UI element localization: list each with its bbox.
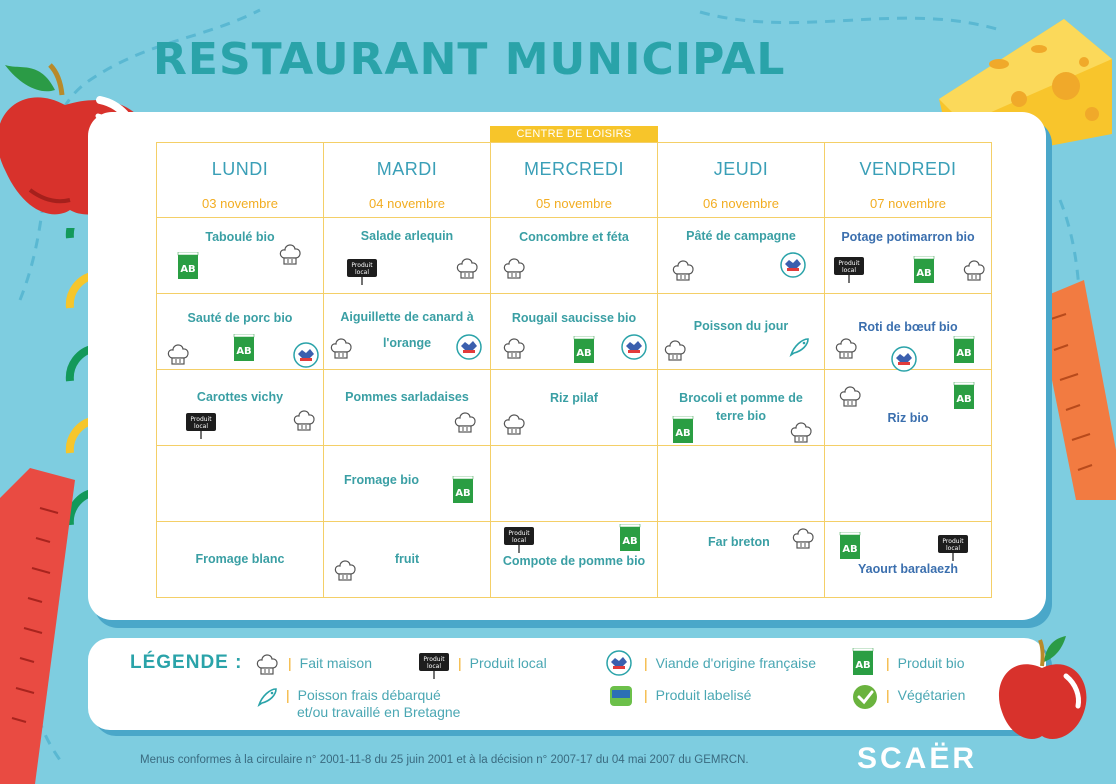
svg-text:AB: AB [956, 394, 972, 405]
day-header-mercredi [491, 143, 658, 218]
dish-label: Fromage bio [344, 473, 420, 487]
ruler-right-icon [1036, 280, 1116, 500]
label-product-icon [608, 684, 634, 713]
legend-label: Fait maison [299, 655, 372, 671]
menu-cell [658, 446, 825, 522]
menu-cell [157, 218, 324, 294]
menu-cell [324, 522, 491, 598]
dish-label: Yaourt baralaezh [857, 562, 959, 576]
legend-fait-maison [288, 655, 372, 672]
organic-ab-icon [452, 476, 474, 509]
french-meat-icon [293, 342, 319, 373]
legend-title: LÉGENDE : [130, 652, 243, 673]
dish-label: Roti de bœuf bio [858, 320, 958, 334]
local-product-icon [937, 534, 969, 567]
svg-text:Produit: Produit [351, 262, 373, 269]
chef-hat-icon [672, 258, 694, 289]
centre-de-loisirs-banner: CENTRE DE LOISIRS [490, 126, 658, 142]
svg-text:Produit: Produit [942, 538, 964, 545]
menu-cell [324, 218, 491, 294]
chef-hat-icon [256, 652, 278, 683]
apple-small-icon [996, 632, 1090, 744]
chef-hat-icon [835, 336, 857, 367]
day-name: MERCREDI [523, 159, 624, 179]
day-name: JEUDI [713, 159, 769, 179]
menu-cell [157, 294, 324, 370]
svg-text:local: local [355, 269, 369, 276]
menu-cell [157, 370, 324, 446]
legend-label: Produit local [469, 655, 547, 671]
chef-hat-icon [167, 342, 189, 373]
french-meat-icon [621, 334, 647, 365]
menu-cell [324, 294, 491, 370]
svg-text:local: local [512, 537, 526, 544]
table-row [157, 294, 992, 370]
french-meat-icon [456, 334, 482, 365]
dish-label: Aiguillette de canard à [340, 310, 474, 324]
menu-cell [491, 446, 658, 522]
menu-cell [491, 218, 658, 294]
legend-separator: | [286, 687, 290, 703]
svg-text:AB: AB [916, 268, 932, 279]
dish-label: Rougail saucisse bio [511, 311, 637, 325]
legend-label: Végétarien [897, 687, 966, 703]
table-row [157, 522, 992, 598]
dish-label: Sauté de porc bio [187, 311, 293, 325]
table-row [157, 446, 992, 522]
dish-label: Riz bio [887, 411, 929, 425]
dish-label: Concombre et féta [519, 230, 629, 244]
ruler-left-icon [0, 458, 80, 784]
menu-cell [825, 522, 992, 598]
chef-hat-icon [330, 336, 352, 367]
svg-text:Produit: Produit [508, 530, 530, 537]
chef-hat-icon [503, 412, 525, 443]
vegetarian-icon [852, 684, 878, 715]
chef-hat-icon [503, 256, 525, 287]
menu-cell [825, 218, 992, 294]
legend-labelise [644, 687, 751, 704]
svg-text:Produit: Produit [423, 656, 445, 663]
svg-text:Produit: Produit [190, 416, 212, 423]
chef-hat-icon [839, 384, 861, 415]
day-header-lundi [157, 143, 324, 218]
dish-label: fruit [394, 552, 420, 566]
chef-hat-icon [664, 338, 686, 369]
menu-cell [324, 370, 491, 446]
page-title: RESTAURANT MUNICIPAL [153, 34, 786, 85]
legend-poisson [286, 687, 460, 721]
dish-label: Riz pilaf [550, 391, 598, 405]
organic-ab-icon [233, 334, 255, 367]
local-product-icon [503, 526, 535, 559]
legend-produit-bio [886, 655, 965, 672]
menu-cell [157, 446, 324, 522]
chef-hat-icon [963, 258, 985, 289]
day-name: VENDREDI [859, 159, 957, 179]
menu-cell [658, 218, 825, 294]
local-product-icon [346, 258, 378, 291]
table-row [157, 370, 992, 446]
dish-label: Brocoli et pomme de [679, 391, 803, 405]
svg-text:AB: AB [675, 428, 691, 439]
svg-text:AB: AB [622, 536, 638, 547]
menu-cell [825, 294, 992, 370]
chef-hat-icon [334, 558, 356, 589]
day-date: 07 novembre [870, 196, 946, 211]
fresh-fish-icon [256, 686, 280, 713]
dish-label: Taboulé bio [205, 230, 275, 244]
dish-label: terre bio [715, 409, 766, 423]
day-header-jeudi [658, 143, 825, 218]
menu-table [156, 142, 992, 598]
local-product-icon [418, 652, 450, 685]
menu-cell [658, 294, 825, 370]
svg-text:AB: AB [576, 348, 592, 359]
chef-hat-icon [456, 256, 478, 287]
day-date: 06 novembre [703, 196, 779, 211]
svg-text:local: local [427, 663, 441, 670]
legend-separator: | [886, 655, 890, 671]
local-product-icon [833, 256, 865, 289]
day-date: 03 novembre [202, 196, 278, 211]
menu-cell [491, 294, 658, 370]
organic-ab-icon [953, 336, 975, 369]
organic-ab-icon [913, 256, 935, 289]
svg-text:local: local [946, 545, 960, 552]
chef-hat-icon [454, 410, 476, 441]
french-meat-icon [780, 252, 806, 283]
legend-vegetarien [886, 687, 965, 704]
legend-produit-local [458, 655, 547, 672]
menu-cell [491, 370, 658, 446]
menu-cell [491, 522, 658, 598]
legend-label: Produit labelisé [655, 687, 752, 703]
svg-text:AB: AB [855, 660, 871, 671]
menu-cell [825, 446, 992, 522]
menu-cell [157, 522, 324, 598]
menu-cell [658, 522, 825, 598]
day-date: 04 novembre [369, 196, 445, 211]
organic-ab-icon [672, 416, 694, 449]
legend-label: et/ou travaillé en Bretagne [297, 704, 461, 720]
menu-cell [658, 370, 825, 446]
menu-cell [825, 370, 992, 446]
dish-label: Poisson du jour [693, 319, 789, 333]
organic-ab-icon [177, 252, 199, 285]
legend-separator: | [458, 655, 462, 671]
legend-separator: | [644, 655, 648, 671]
header-row [157, 143, 992, 218]
organic-ab-icon [619, 524, 641, 557]
dish-label: Far breton [708, 535, 770, 549]
chef-hat-icon [279, 242, 301, 273]
day-header-vendredi [825, 143, 992, 218]
svg-text:AB: AB [842, 544, 858, 555]
dish-label: l'orange [382, 336, 432, 350]
legend-separator: | [644, 687, 648, 703]
dish-label: Pommes sarladaises [345, 390, 469, 404]
organic-ab-icon [573, 336, 595, 369]
svg-text:local: local [842, 267, 856, 274]
svg-text:Produit: Produit [838, 260, 860, 267]
chef-hat-icon [792, 526, 814, 557]
svg-text:AB: AB [180, 264, 196, 275]
day-name: MARDI [376, 159, 438, 179]
organic-ab-icon [953, 382, 975, 415]
footer-note: Menus conformes à la circulaire n° 2001-11-8 du 25 juin 2001 et à la décision n° 2007-17 du 04 mai 2007 du GEMRCN. [140, 754, 749, 766]
local-product-icon [185, 412, 217, 445]
table-row [157, 218, 992, 294]
dish-label: Fromage blanc [195, 552, 285, 566]
legend-separator: | [886, 687, 890, 703]
svg-text:AB: AB [455, 488, 471, 499]
dish-label: Compote de pomme bio [502, 554, 646, 568]
menu-cell [324, 446, 491, 522]
dish-label: Potage potimarron bio [841, 230, 975, 244]
legend-label: Poisson frais débarqué [297, 687, 441, 703]
dish-label: Carottes vichy [196, 390, 284, 404]
organic-ab-icon [852, 648, 874, 681]
day-name: LUNDI [211, 159, 269, 179]
svg-text:AB: AB [956, 348, 972, 359]
chef-hat-icon [293, 408, 315, 439]
french-meat-icon [606, 650, 632, 681]
day-date: 05 novembre [536, 196, 612, 211]
legend-viande [644, 655, 816, 672]
organic-ab-icon [839, 532, 861, 565]
dish-label: Salade arlequin [360, 229, 454, 243]
fresh-fish-icon [788, 336, 812, 363]
svg-text:AB: AB [236, 346, 252, 357]
scaer-logo: SCAËR [857, 742, 978, 775]
dish-label: Pâté de campagne [686, 229, 796, 243]
chef-hat-icon [503, 336, 525, 367]
legend-label: Produit bio [897, 655, 965, 671]
day-header-mardi [324, 143, 491, 218]
legend-separator: | [288, 655, 292, 671]
svg-text:local: local [194, 423, 208, 430]
legend-label: Viande d'origine française [655, 655, 817, 671]
